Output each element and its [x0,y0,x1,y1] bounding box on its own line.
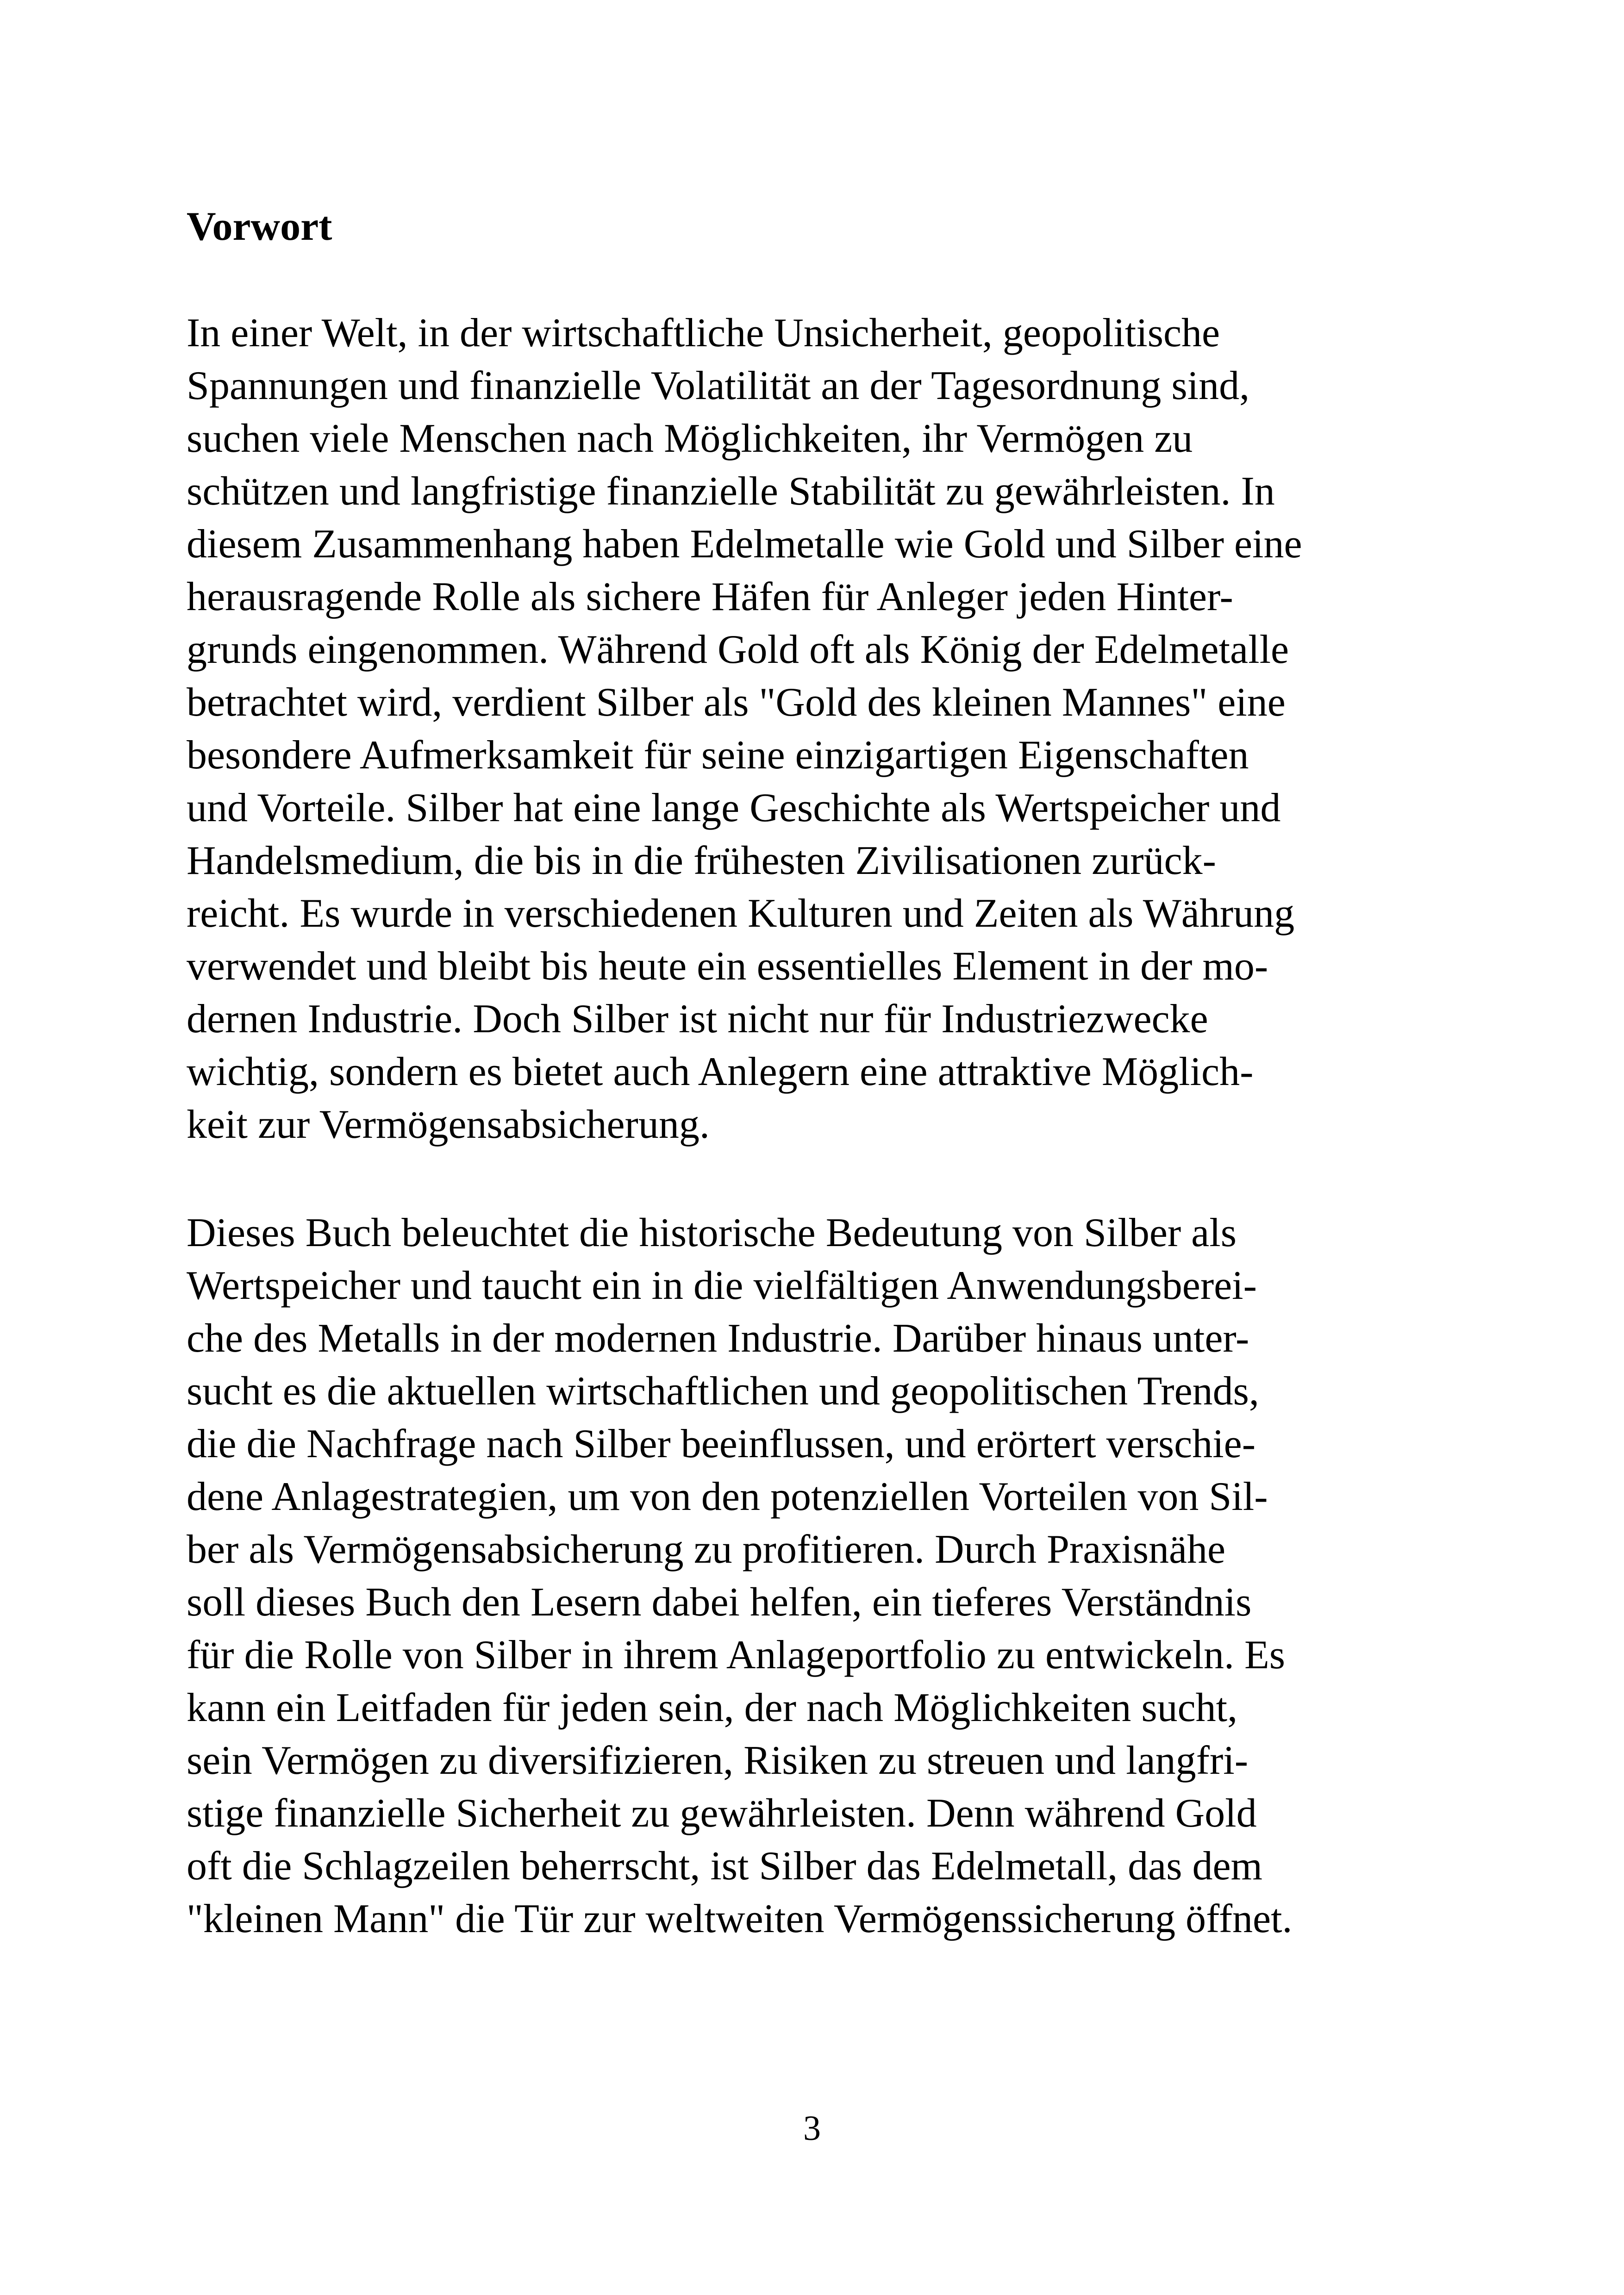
text-line: reicht. Es wurde in verschiedenen Kulturen und Zeiten als Währung [187,891,1295,936]
text-line: wichtig, sondern es bietet auch Anlegern eine attraktive Möglich- [187,1049,1254,1094]
text-line: verwendet und bleibt bis heute ein essentielles Element in der mo- [187,944,1268,989]
text-line: oft die Schlagzeilen beherrscht, ist Silber das Edelmetall, das dem [187,1844,1262,1889]
text-line: sein Vermögen zu diversifizieren, Risiken zu streuen und langfri- [187,1738,1249,1783]
text-line: und Vorteile. Silber hat eine lange Geschichte als Wertspeicher und [187,786,1281,830]
text-line: grunds eingenommen. Während Gold oft als König der Edelmetalle [187,627,1289,672]
paragraph-2 [187,1207,1464,1946]
text-line: sucht es die aktuellen wirtschaftlichen und geopolitischen Trends, [187,1369,1259,1414]
text-line: für die Rolle von Silber in ihrem Anlageportfolio zu entwickeln. Es [187,1633,1286,1678]
text-line: che des Metalls in der modernen Industrie. Darüber hinaus unter- [187,1316,1249,1361]
text-line: kann ein Leitfaden für jeden sein, der nach Möglichkeiten sucht, [187,1685,1238,1730]
text-line: suchen viele Menschen nach Möglichkeiten, ihr Vermögen zu [187,416,1193,461]
text-line: schützen und langfristige finanzielle Stabilität zu gewährleisten. In [187,469,1275,514]
chapter-heading: Vorwort [187,204,332,249]
text-line: soll dieses Buch den Lesern dabei helfen, ein tieferes Verständnis [187,1580,1252,1625]
text-line: keit zur Vermögensabsicherung. [187,1102,710,1147]
paragraph-1 [187,307,1464,1151]
text-line: "kleinen Mann" die Tür zur weltweiten Vermögenssicherung öffnet. [187,1896,1293,1941]
text-line: dernen Industrie. Doch Silber ist nicht nur für Industriezwecke [187,997,1208,1041]
text-line: besondere Aufmerksamkeit für seine einzigartigen Eigenschaften [187,733,1249,778]
text-line: herausragende Rolle als sichere Häfen für Anleger jeden Hinter- [187,574,1233,619]
text-line: Wertspeicher und taucht ein in die vielfältigen Anwendungsberei- [187,1263,1257,1308]
text-line: In einer Welt, in der wirtschaftliche Unsicherheit, geopolitische [187,311,1220,355]
text-line: diesem Zusammenhang haben Edelmetalle wie Gold und Silber eine [187,522,1302,567]
page-number: 3 [803,2109,821,2148]
text-line: die die Nachfrage nach Silber beeinflussen, und erörtert verschie- [187,1422,1256,1466]
text-line: stige finanzielle Sicherheit zu gewährleisten. Denn während Gold [187,1791,1257,1836]
text-line: ber als Vermögensabsicherung zu profitieren. Durch Praxisnähe [187,1527,1226,1572]
text-line: dene Anlagestrategien, um von den potenziellen Vorteilen von Sil- [187,1474,1268,1519]
text-line: betrachtet wird, verdient Silber als "Gold des kleinen Mannes" eine [187,680,1286,725]
text-line: Dieses Buch beleuchtet die historische Bedeutung von Silber als [187,1210,1237,1255]
text-line: Handelsmedium, die bis in die frühesten Zivilisationen zurück- [187,838,1216,883]
text-line: Spannungen und finanzielle Volatilität an der Tagesordnung sind, [187,363,1250,408]
